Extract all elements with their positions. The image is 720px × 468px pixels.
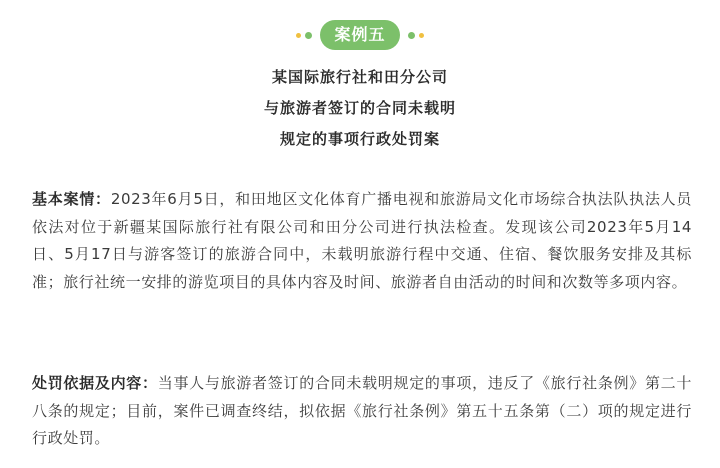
label-separator: ： [142, 374, 158, 392]
dot-icon [408, 32, 415, 39]
penalty-basis-label: 处罚依据及内容 [32, 374, 143, 392]
dot-icon [305, 32, 312, 39]
case-title-line: 某国际旅行社和田分公司 [271, 68, 448, 86]
dot-icon [296, 33, 301, 38]
basic-facts-paragraph [32, 186, 692, 296]
case-badge-row [0, 20, 720, 50]
case-number-badge: 案例五 [320, 20, 399, 50]
case-title-line: 与旅游者签订的合同未载明 [263, 99, 456, 117]
penalty-basis-text: 当事人与旅游者签订的合同未载明规定的事项，违反了《旅行社条例》第二十八条的规定；目前，案件已调查终结，拟依据《旅行社条例》第五十五条第（二）项的规定进行行政处罚。 [32, 374, 693, 448]
case-title-line: 规定的事项行政处罚案 [279, 130, 440, 148]
case-title [0, 62, 720, 155]
basic-facts-text: 2023年6月5日，和田地区文化体育广播电视和旅游局文化市场综合执法队执法人员依法对位于新疆某国际旅行社有限公司和田分公司进行执法检查。发现该公司2023年5月14日、5月17日与游客签订的旅游合同中，未载明旅游行程中交通、住宿、餐饮服务安排及其标准；旅行社统一安排的游览项目的具体内容及时间、旅游者自由活动的时间和次数等多项内容。 [32, 190, 692, 291]
basic-facts-label: 基本案情 [32, 190, 96, 208]
decorative-dots-left [296, 32, 312, 39]
penalty-basis-paragraph [32, 370, 692, 453]
dot-icon [419, 33, 424, 38]
label-separator: ： [95, 190, 111, 208]
decorative-dots-right [408, 32, 424, 39]
